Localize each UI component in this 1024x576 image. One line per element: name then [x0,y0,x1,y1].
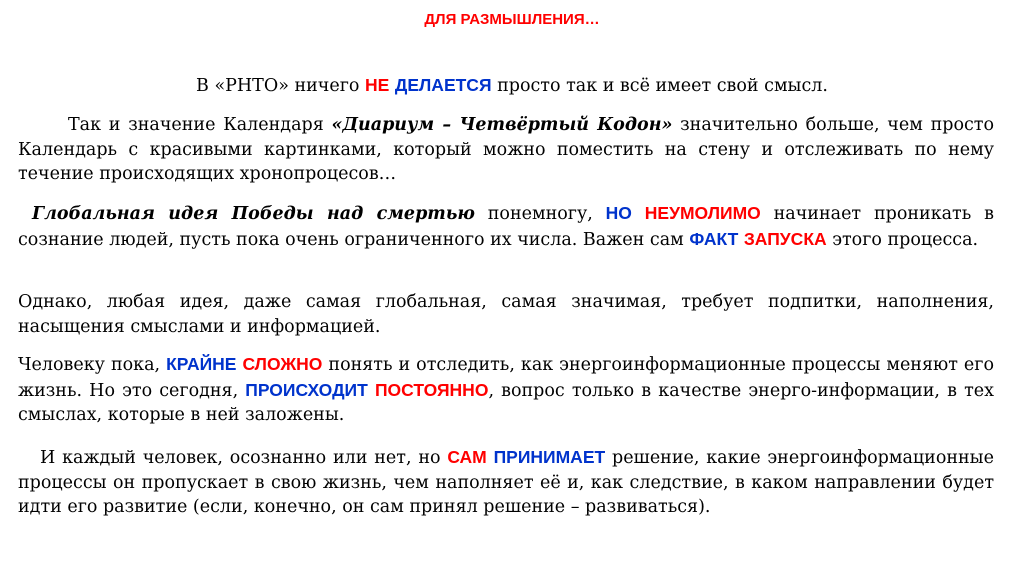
p6-text-2: решение, какие энергоинформационные процессы он пропускает в свою жизнь, чем наполняет её и, как следствие, в каком направлении будет идти его развитие (если, конечно, он сам принял решение – развиваться). [18,448,994,517]
paragraph-any-idea [18,290,994,339]
p1-text-2: просто так и всё имеет свой смысл. [491,76,828,96]
p5-highlight-krayne: КРАЙНЕ [166,354,237,374]
p3-text-2: начинает проникать в сознание людей, пусть пока очень ограниченного их числа. Важен сам [18,204,994,250]
p5-highlight-slozhno: СЛОЖНО [242,354,323,374]
paragraph-global-idea [18,201,994,252]
p6-highlight-sam: САМ [447,447,487,467]
paragraph-rnto [0,73,1024,99]
p3-text-1: понемногу, [474,204,606,224]
slide-title: ДЛЯ РАЗМЫШЛЕНИЯ… [424,11,600,28]
p5-highlight-postoyanno: ПОСТОЯННО [374,379,489,400]
p4-text-1: Однако, любая идея, даже самая глобальная, самая значимая, требует подпитки, наполнения, насыщения смыслами и информацией. [18,292,994,337]
p3-highlight-fakt: ФАКТ [689,228,739,249]
p1-text-1: В «РНТО» ничего [196,76,365,96]
p3-highlight-neumolimo: НЕУМОЛИМО [644,203,761,223]
p5-highlight-proiskhodit: ПРОИСХОДИТ [245,379,368,400]
p3-text-3: этого процесса. [826,229,979,250]
p3-global-idea: Глобальная идея Победы над смертью [32,204,475,224]
p5-text-1: Человеку пока, [18,355,167,375]
p6-highlight-prinimaet: ПРИНИМАЕТ [493,447,606,467]
p5-text-3: , вопрос только в качестве энерго-информации, в тех смыслах, которые в ней заложены. [18,380,994,425]
p2-text-1: Так и значение Календаря [68,115,332,135]
p5-text-2: понять и отследить, как энергоинформационные процессы меняют его жизнь. Но это сегодня, [18,355,994,401]
p2-text-2: значительно больше, чем просто Календарь с красивыми картинками, который можно поместить на стену и отслеживать по нему течение происходящих хронопроцесов… [18,115,994,184]
p6-text-1: И каждый человек, осознанно или нет, но [40,448,448,468]
paragraph-each-person [18,445,994,520]
paragraph-calendar [18,113,994,187]
p1-highlight-ne: НЕ [365,75,390,95]
p3-highlight-no: НО [605,203,632,223]
p3-highlight-zapuska: ЗАПУСКА [743,228,827,249]
p1-highlight-delaetsya: ДЕЛАЕТСЯ [394,75,492,95]
p2-calendar-name: «Диариум – Четвёртый Кодон» [331,115,673,135]
paragraph-human [18,352,994,428]
